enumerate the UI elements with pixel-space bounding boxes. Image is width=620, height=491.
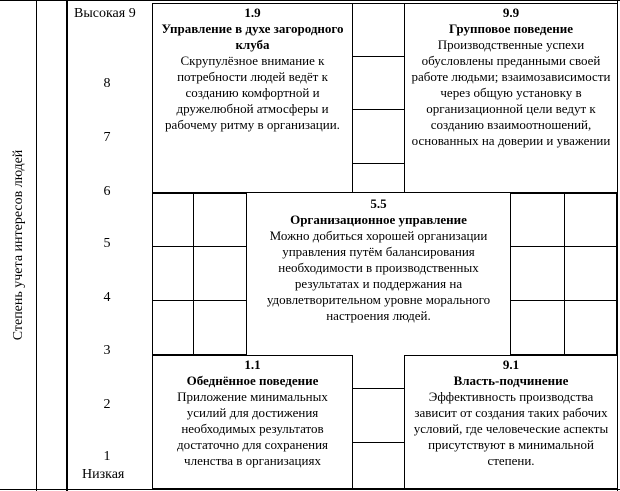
grid-cell <box>352 355 405 389</box>
style-code: 1.9 <box>244 5 261 20</box>
tick-8: 8 <box>103 76 111 91</box>
tick-low: Низкая <box>82 467 125 482</box>
grid-cell <box>352 163 405 193</box>
style-title: Обеднённое поведение <box>186 373 319 388</box>
grid-cell <box>564 193 617 247</box>
y-axis-title-area <box>0 0 37 491</box>
grid-cell <box>193 246 247 301</box>
style-code: 9.9 <box>502 5 520 20</box>
grid-cell <box>152 246 194 301</box>
tick-high: Высокая 9 <box>74 6 136 21</box>
tick-5: 5 <box>103 236 111 251</box>
grid-cell <box>352 388 405 443</box>
tick-6: 6 <box>103 184 111 199</box>
grid-cell <box>510 300 565 355</box>
style-title: Власть-подчинение <box>453 373 569 388</box>
style-description: Скрупулёзное внимание к потребности людей ведёт к созданию комфортной и дружелюбной атмосферы и рабочему ритму в организации. <box>165 53 340 132</box>
style-code: 9.1 <box>502 357 520 372</box>
tick-7: 7 <box>103 130 111 145</box>
style-description: Приложение минимальных усилий для достижения необходимых результатов достаточно для сохранения членства в организациях <box>176 389 329 468</box>
tick-2: 2 <box>103 397 111 412</box>
tick-3: 3 <box>103 343 111 358</box>
grid-cell <box>152 193 194 247</box>
top-border-line <box>0 0 620 1</box>
grid-cell <box>352 56 405 110</box>
grid-cell <box>152 300 194 355</box>
grid-cell <box>193 193 247 247</box>
y-axis-title: Степень учета интересов людей <box>11 149 26 341</box>
grid-cell <box>510 246 565 301</box>
grid-cell <box>193 300 247 355</box>
style-title: Групповое поведение <box>448 21 573 36</box>
left-border-line <box>36 0 37 491</box>
style-box-9-9 <box>404 3 618 193</box>
grid-cell <box>352 109 405 164</box>
grid-cell <box>510 193 565 247</box>
tick-4: 4 <box>103 290 111 305</box>
grid-cell <box>352 3 405 57</box>
grid-cell <box>564 300 617 355</box>
style-title: Организационное управление <box>290 212 467 227</box>
style-box-1-1 <box>152 355 353 489</box>
style-code: 5.5 <box>370 196 387 211</box>
style-title: Управление в духе загородного клуба <box>161 21 344 52</box>
tick-1: 1 <box>103 449 111 464</box>
y-axis-line <box>66 0 68 491</box>
grid-cell <box>564 246 617 301</box>
style-description: Производственные успехи обусловлены преданными своей работе людьми; взаимозависимости через общую установку в организационной цели ведут к созданию взаимоотношений, основанных на доверии и уважении <box>411 37 611 148</box>
style-box-5-5 <box>246 193 511 356</box>
style-description: Эффективность производства зависит от создания таких рабочих условий, где человеческие аспекты присутствуют в минимальной степени. <box>413 389 609 468</box>
style-box-9-1 <box>404 355 618 489</box>
style-description: Можно добиться хорошей организации управления путём балансирования необходимости в производственных результатах и поддержания на удовлетворительном уровне морального настроения людей. <box>266 228 491 323</box>
bottom-border-line <box>0 489 620 490</box>
style-box-1-9 <box>152 3 353 193</box>
style-code: 1.1 <box>244 357 261 372</box>
grid-cell <box>352 442 405 489</box>
